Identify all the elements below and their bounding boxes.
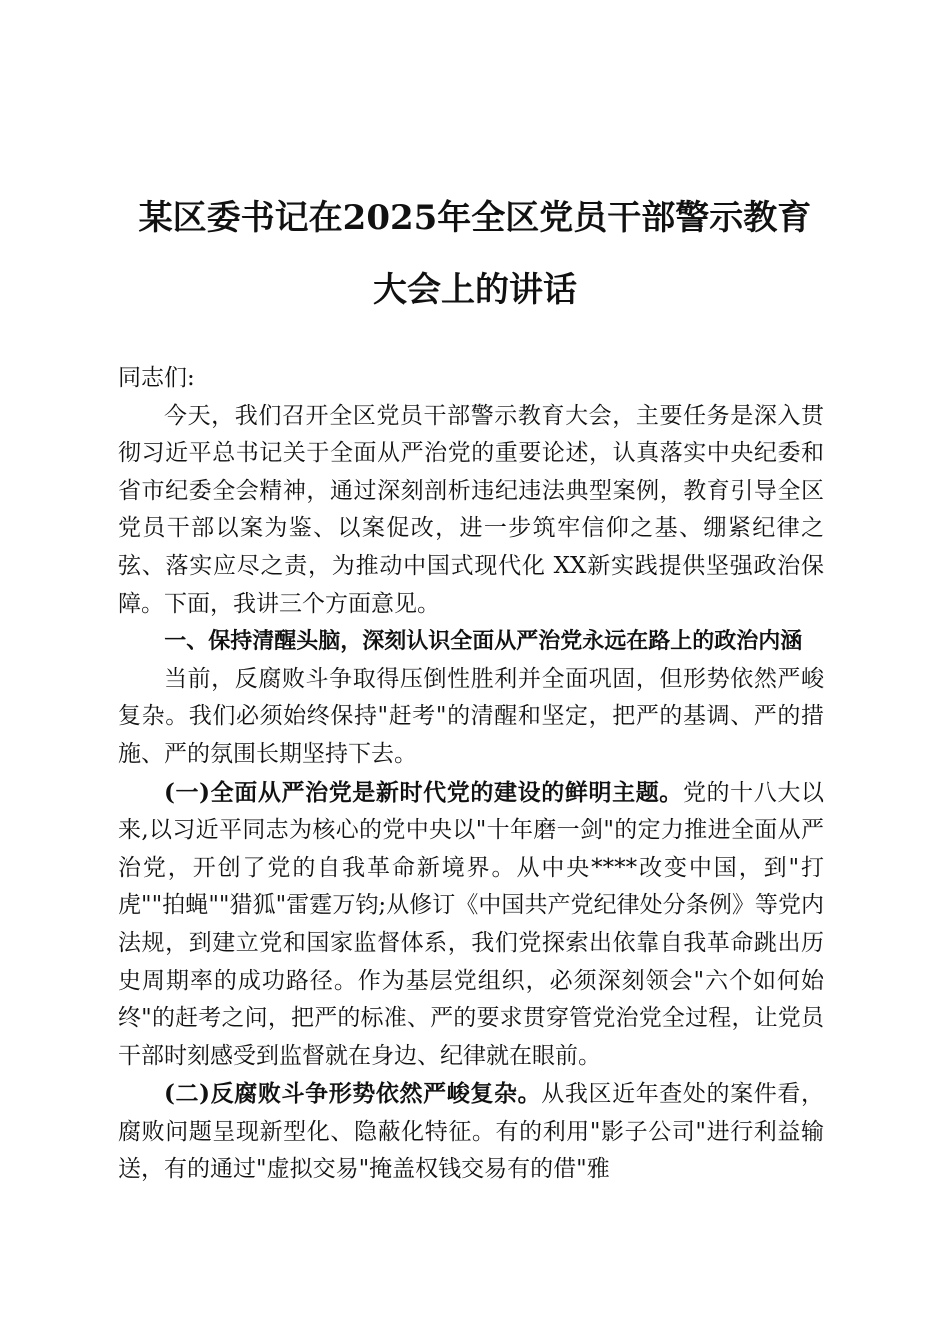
point-1-paragraph (118, 774, 824, 1076)
greeting: 同志们: (118, 365, 195, 391)
point-2-label: (二) (164, 1080, 210, 1108)
point-1-text: 党的十八大以来,以习近平同志为核心的党中央以"十年磨一剑"的定力推进全面从严治党，开创了党的自我革命新境界。从中央****改变中国，到"打虎""拍蝇""猎狐"雷霆万钧;从修订《中国共产党纪律处分条例》等党内法规，到建立党和国家监督体系，我们党探索出依靠自我革命跳出历史周期率的成功路径。作为基层党组织，必须深刻领会"六个如何始终"的赶考之问，把严的标准、严的要求贯穿管党治党全过程，让党员干部时刻感受到监督就在身边、纪律就在眼前。 (118, 779, 825, 1069)
intro-paragraph: 今天，我们召开全区党员干部警示教育大会，主要任务是深入贯彻习近平总书记关于全面从严治党的重要论述，认真落实中央纪委和省市纪委全会精神，通过深刻剖析违纪违法典型案例，教育引导全区党员干部以案为鉴、以案促改，进一步筑牢信仰之基、绷紧纪律之弦、落实应尽之责，为推动中国式现代化 XX新实践提供坚强政治保障。下面，我讲三个方面意见。 (118, 402, 824, 617)
section-1-intro-paragraph: 当前，反腐败斗争取得压倒性胜利并全面巩固，但形势依然严峻复杂。我们必须始终保持"赶考"的清醒和坚定，把严的基调、严的措施、严的氛围长期坚持下去。 (118, 665, 824, 767)
point-2-text: 从我区近年查处的案件看，腐败问题呈现新型化、隐蔽化特征。有的利用"影子公司"进行利益输送，有的通过"虚拟交易"掩盖权钱交易有的借"雅 (118, 1081, 825, 1183)
point-1-label: (一) (164, 778, 210, 806)
document-title-line-2: 大会上的讲话 (373, 270, 577, 310)
document-title-line-1: 某区委书记在2025年全区党员干部警示教育 (138, 198, 812, 238)
document-body (118, 360, 824, 1189)
section-heading-1: 一、保持清醒头脑，深刻认识全面从严治党永远在路上的政治内涵 (164, 629, 803, 655)
point-1-heading: 全面从严治党是新时代党的建设的鲜明主题。 (210, 778, 683, 806)
point-2-heading: 反腐败斗争形势依然严峻复杂。 (210, 1080, 542, 1108)
point-2-paragraph (118, 1075, 824, 1189)
